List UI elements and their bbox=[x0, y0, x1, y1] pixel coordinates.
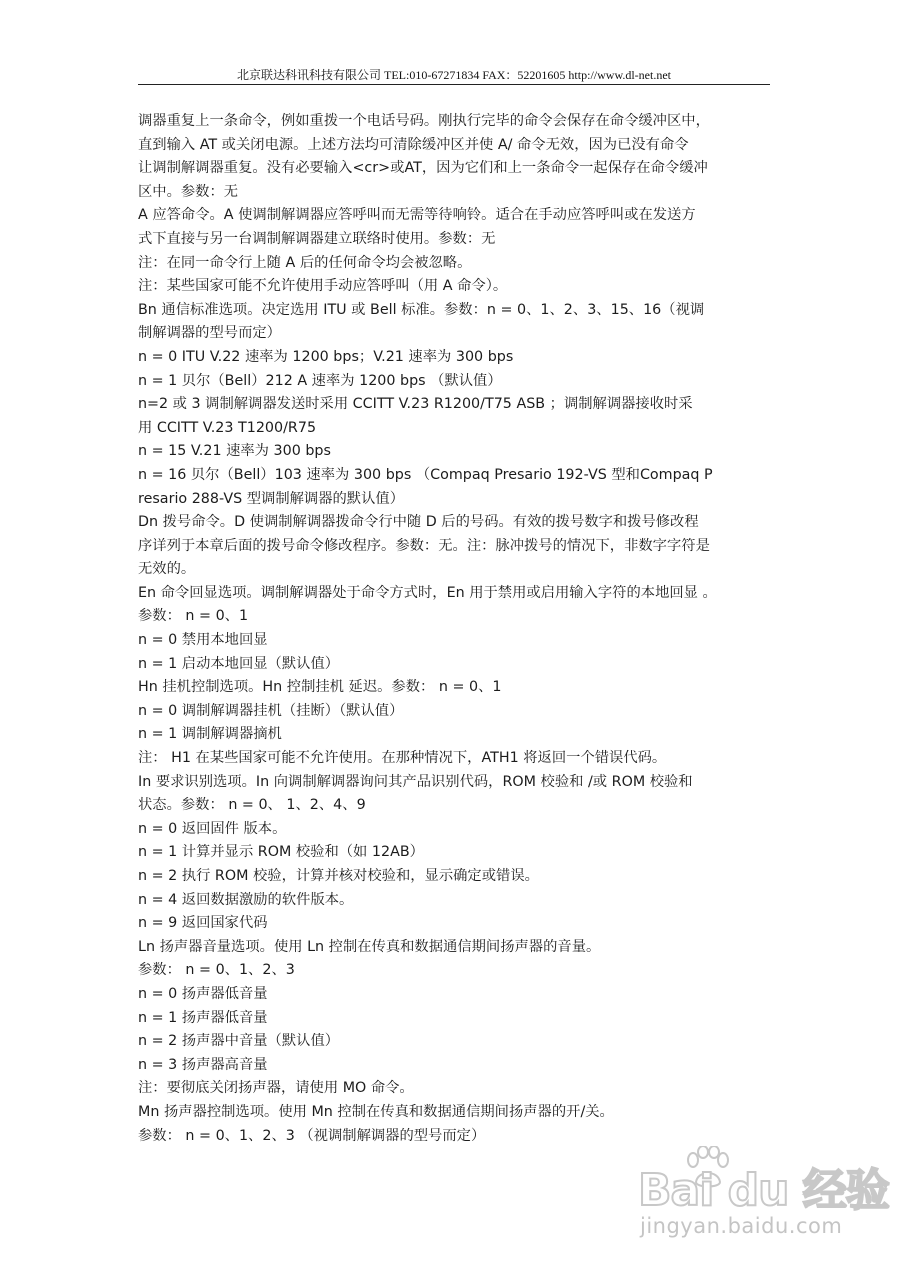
text-line: n = 0 调制解调器挂机（挂断）（默认值） bbox=[138, 702, 404, 719]
text-line: n = 0 禁用本地回显 bbox=[138, 632, 268, 649]
text-line: n = 9 返回国家代码 bbox=[138, 915, 268, 932]
text-line: 式下直接与另一台调制解调器建立联络时使用。参数：无 bbox=[138, 230, 496, 247]
text-line: n = 0 返回固件 版本。 bbox=[138, 820, 287, 837]
text-line: n = 4 返回数据激励的软件版本。 bbox=[138, 891, 354, 908]
text-line: Ln 扬声器音量选项。使用 Ln 控制在传真和数据通信期间扬声器的音量。 bbox=[138, 938, 601, 955]
text-line: A 应答命令。A 使调制解调器应答呼叫而无需等待响铃。适合在手动应答呼叫或在发送方 bbox=[138, 207, 696, 224]
text-line: 注：要彻底关闭扬声器，请使用 MO 命令。 bbox=[138, 1080, 414, 1097]
text-line: n = 2 扬声器中音量（默认值） bbox=[138, 1033, 340, 1050]
text-line: n = 3 扬声器高音量 bbox=[138, 1056, 268, 1073]
text-line: n = 1 调制解调器摘机 bbox=[138, 726, 282, 743]
text-line: n = 0 ITU V.22 速率为 1200 bps；V.21 速率为 300 bps bbox=[138, 348, 514, 365]
text-line: n = 1 扬声器低音量 bbox=[138, 1009, 268, 1026]
watermark-logo: Bai du 经验 bbox=[638, 1165, 889, 1216]
baidu-watermark bbox=[628, 1148, 894, 1274]
text-line: 让调制解调器重复。没有必要输入<cr>或AT，因为它们和上一条命令一起保存在命令缓冲 bbox=[138, 160, 708, 177]
text-line: n = 1 计算并显示 ROM 校验和（如 12AB） bbox=[138, 844, 424, 861]
text-line: En 命令回显选项。调制解调器处于命令方式时，En 用于禁用或启用输入字符的本地回显 。 bbox=[138, 584, 717, 601]
text-line: n = 1 贝尔（Bell）212 A 速率为 1200 bps （默认值） bbox=[138, 372, 502, 389]
text-line: 制解调器的型号而定） bbox=[138, 325, 281, 342]
text-line: 注：某些国家可能不允许使用手动应答呼叫（用 A 命令）。 bbox=[138, 278, 508, 295]
text-line: 参数： n = 0、1、2、3 bbox=[138, 962, 295, 979]
text-line: 直到输入 AT 或关闭电源。上述方法均可清除缓冲区并使 A/ 命令无效，因为已没有命令 bbox=[138, 136, 689, 153]
text-line: n = 16 贝尔（Bell）103 速率为 300 bps （Compaq Presario 192-VS 型和Compaq P bbox=[138, 466, 713, 483]
text-line: n = 15 V.21 速率为 300 bps bbox=[138, 443, 331, 460]
text-line: 参数： n = 0、1、2、3 （视调制解调器的型号而定） bbox=[138, 1127, 486, 1144]
text-line: n = 2 执行 ROM 校验，计算并核对校验和，显示确定或错误。 bbox=[138, 868, 539, 884]
text-line: n = 1 启动本地回显（默认值） bbox=[138, 655, 340, 672]
text-line: n = 0 扬声器低音量 bbox=[138, 985, 268, 1002]
text-line: 调器重复上一条命令，例如重拨一个电话号码。刚执行完毕的命令会保存在命令缓冲区中， bbox=[138, 113, 710, 129]
text-line: 区中。参数：无 bbox=[138, 183, 239, 200]
text-line: 无效的。 bbox=[138, 561, 196, 578]
document-body bbox=[138, 110, 770, 1148]
text-line: 注： H1 在某些国家可能不允许使用。在那种情况下，ATH1 将返回一个错误代码。 bbox=[138, 750, 667, 767]
text-line: 参数： n = 0、1 bbox=[138, 608, 249, 625]
text-line: 状态。参数： n = 0、 1、2、4、9 bbox=[138, 797, 366, 814]
text-line: Hn 挂机控制选项。Hn 控制挂机 延迟。参数： n = 0、1 bbox=[138, 679, 502, 696]
text-line: Bn 通信标准选项。决定选用 ITU 或 Bell 标准。参数：n = 0、1、2、3、15、16（视调 bbox=[138, 301, 705, 318]
text-line: In 要求识别选项。In 向调制解调器询问其产品识别代码，ROM 校验和 /或 ROM 校验和 bbox=[138, 773, 693, 790]
text-line: Dn 拨号命令。D 使调制解调器拨命令行中随 D 后的号码。有效的拨号数字和拨号修改程 bbox=[138, 514, 699, 531]
text-line: resario 288-VS 型调制解调器的默认值） bbox=[138, 490, 404, 507]
text-line: 用 CCITT V.23 T1200/R75 bbox=[138, 419, 317, 436]
watermark-url: jingyan.baidu.com bbox=[640, 1214, 843, 1238]
header-divider bbox=[138, 84, 770, 85]
text-line: Mn 扬声器控制选项。使用 Mn 控制在传真和数据通信期间扬声器的开/关。 bbox=[138, 1103, 614, 1120]
text-line: 注：在同一命令行上随 A 后的任何命令均会被忽略。 bbox=[138, 254, 472, 271]
text-line: n=2 或 3 调制解调器发送时采用 CCITT V.23 R1200/T75 ASB ；调制解调器接收时采 bbox=[138, 396, 693, 413]
text-line: 序详列于本章后面的拨号命令修改程序。参数：无。注：脉冲拨号的情况下，非数字字符是 bbox=[138, 537, 710, 554]
page-header: 北京联达科讯科技有限公司 TEL:010-67271834 FAX：52201605 http://www.dl-net.net bbox=[237, 68, 671, 82]
